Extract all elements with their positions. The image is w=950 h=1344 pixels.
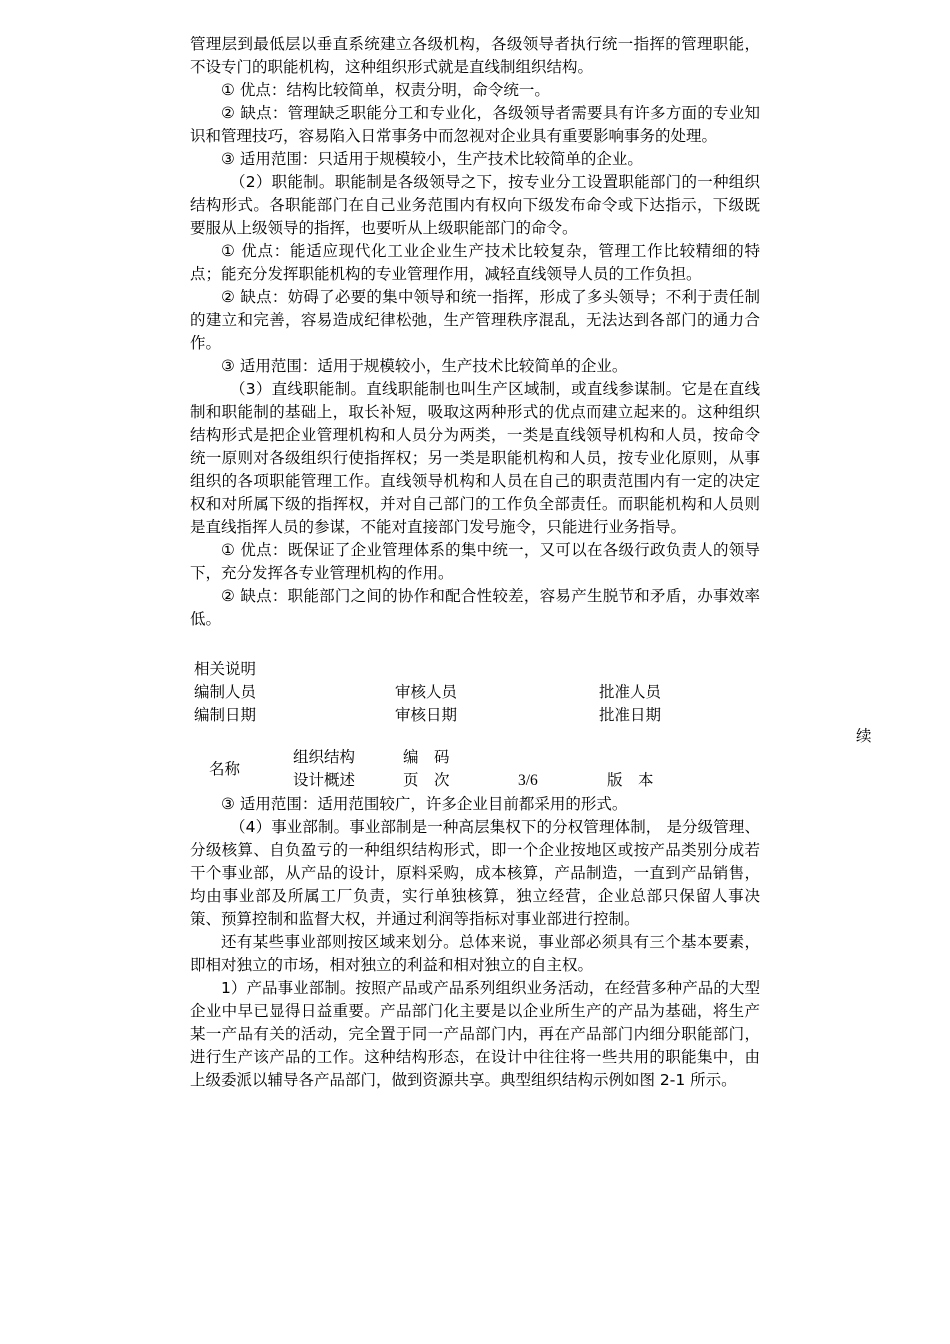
footer-related-row [194, 658, 754, 681]
edit-date-label: 编制日期 [194, 706, 257, 724]
paragraph: ③ 适用范围：适用于规模较小，生产技术比较简单的企业。 [221, 357, 628, 375]
page-label: 页 次 [403, 771, 450, 789]
paragraph: ① 优点：结构比较简单，权责分明，命令统一。 [221, 81, 550, 99]
paragraph: （4）事业部制。事业部制是一种高层集权下的分权管理体制， 是分级管理、分级核算、自负盈亏的一种组织结构形式，即一个企业按地区或按产品类别分成若干个事业部，从产品的设计，原料采购，成本核算，产品制造，一直到产品销售，均由事业部及所属工厂负责，实行单独核算，独立经营，企业总部只保留人事决策、预算控制和监督大权，并通过利润等指标对事业部进行控制。 [190, 818, 760, 928]
version-label: 版 本 [607, 771, 654, 789]
paragraph: （2）职能制。职能制是各级领导之下，按专业分工设置职能部门的一种组织结构形式。各职能部门在自己业务范围内有权向下级发布命令或下达指示，下级既要服从上级领导的指挥，也要听从上级职能部门的命令。 [190, 173, 760, 237]
footer-people-row [194, 681, 754, 704]
related-notes-label: 相关说明 [194, 660, 257, 678]
approve-date-label: 批准日期 [599, 706, 662, 724]
paragraph: ② 缺点：妨碍了必要的集中领导和统一指挥，形成了多头领导；不利于责任制的建立和完善，容易造成纪律松弛，生产管理秩序混乱，无法达到各部门的通力合作。 [190, 288, 760, 352]
continued-mark: 续 [856, 727, 872, 745]
approver-label: 批准人员 [599, 683, 662, 701]
page-number: 3/6 [518, 772, 538, 789]
name-label: 名称 [209, 760, 241, 778]
paragraph: ① 优点：能适应现代化工业企业生产技术比较复杂，管理工作比较精细的特点；能充分发挥职能机构的专业管理作用，减轻直线领导人员的工作负担。 [190, 242, 760, 283]
name-value-line2: 设计概述 [293, 771, 356, 789]
footer-dates-row [194, 704, 754, 727]
code-label: 编 码 [403, 748, 450, 766]
page1-body [190, 33, 760, 631]
paragraph: 管理层到最低层以垂直系统建立各级机构，各级领导者执行统一指挥的管理职能，不设专门的职能机构，这种组织形式就是直线制组织结构。 [190, 35, 760, 76]
paragraph: 还有某些事业部则按区域来划分。总体来说，事业部必须具有三个基本要素，即相对独立的市场，相对独立的利益和相对独立的自主权。 [190, 933, 760, 974]
paragraph: ③ 适用范围：适用范围较广，许多企业目前都采用的形式。 [221, 795, 628, 813]
paragraph: ② 缺点：职能部门之间的协作和配合性较差，容易产生脱节和矛盾，办事效率低。 [190, 587, 760, 628]
paragraph: ① 优点：既保证了企业管理体系的集中统一，又可以在各级行政负责人的领导下，充分发挥各专业管理机构的作用。 [190, 541, 760, 582]
editor-label: 编制人员 [194, 683, 257, 701]
page-header [0, 746, 950, 792]
paragraph: ③ 适用范围：只适用于规模较小，生产技术比较简单的企业。 [221, 150, 643, 168]
paragraph: 1）产品事业部制。按照产品或产品系列组织业务活动，在经营多种产品的大型企业中早已显得日益重要。产品部门化主要是以企业所生产的产品为基础，将生产某一产品有关的活动，完全置于同一产品部门内，再在产品部门内细分职能部门，进行生产该产品的工作。这种结构形态，在设计中往往将一些共用的职能集中，由上级委派以辅导各产品部门，做到资源共享。典型组织结构示例如图 2-1 所示。 [190, 979, 760, 1089]
paragraph: ② 缺点：管理缺乏职能分工和专业化，各级领导者需要具有许多方面的专业知识和管理技巧，容易陷入日常事务中而忽视对企业具有重要影响事务的处理。 [190, 104, 760, 145]
page2-body [190, 793, 760, 1092]
review-date-label: 审核日期 [395, 706, 458, 724]
paragraph: （3）直线职能制。直线职能制也叫生产区域制，或直线参谋制。它是在直线制和职能制的基础上，取长补短，吸取这两种形式的优点而建立起来的。这种组织结构形式是把企业管理机构和人员分为两类，一类是直线领导机构和人员，按命令统一原则对各级组织行使指挥权；另一类是职能机构和人员，按专业化原则，从事组织的各项职能管理工作。直线领导机构和人员在自己的职责范围内有一定的决定权和对所属下级的指挥权，并对自己部门的工作负全部责任。而职能机构和人员则是直线指挥人员的参谋，不能对直接部门发号施令，只能进行业务指导。 [190, 380, 760, 536]
name-value-line1: 组织结构 [293, 748, 356, 766]
reviewer-label: 审核人员 [395, 683, 458, 701]
